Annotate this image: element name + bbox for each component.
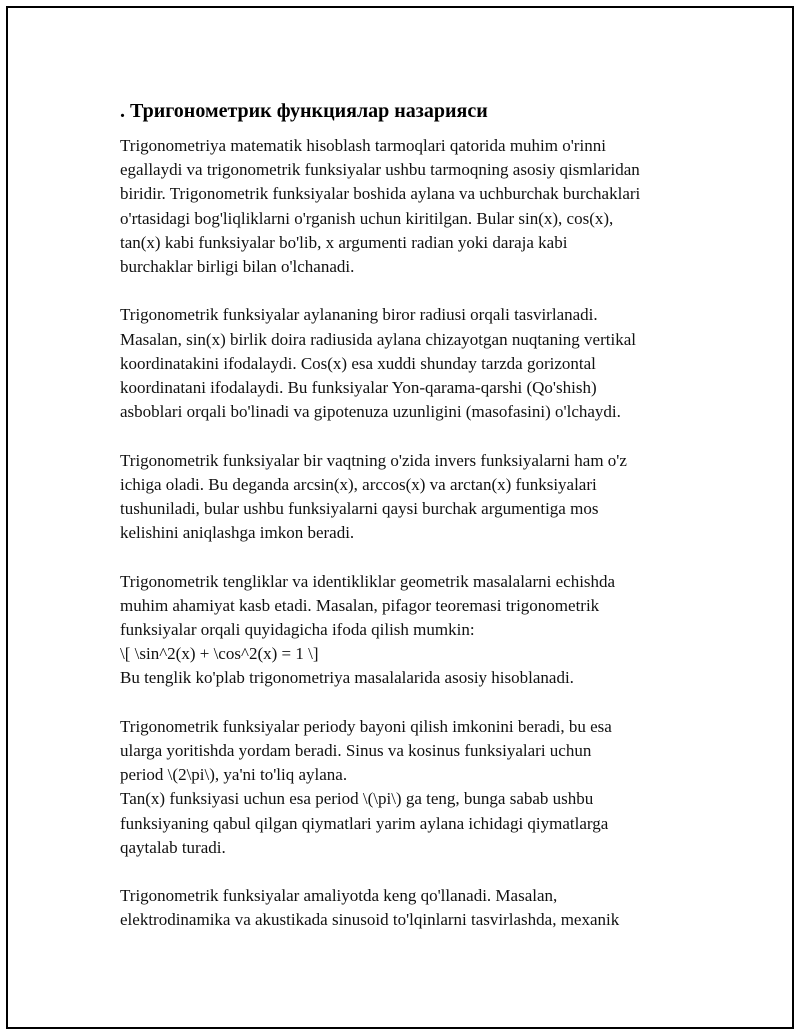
paragraph-periodicity <box>120 715 720 860</box>
text-line: ularga yoritishda yordam beradi. Sinus va kosinus funksiyalari uchun <box>120 741 592 761</box>
document-title: . Тригонометрик функциялар назарияси <box>120 100 488 122</box>
text-line: egallaydi va trigonometrik funksiyalar ushbu tarmoqning asosiy qismlaridan <box>120 160 640 180</box>
paragraph-inverse-functions <box>120 449 720 546</box>
text-line: biridir. Trigonometrik funksiyalar boshida aylana va uchburchak burchaklari <box>120 184 641 204</box>
text-line: Tan(x) funksiyasi uchun esa period \(\pi\) ga teng, bunga sabab ushbu <box>120 789 594 809</box>
text-line: asboblari orqali bo'linadi va gipotenuza uzunligini (masofasini) o'lchaydi. <box>120 402 621 422</box>
text-line: ichiga oladi. Bu deganda arcsin(x), arccos(x) va arctan(x) funksiyalari <box>120 474 597 494</box>
text-line: koordinatakini ifodalaydi. Cos(x) esa xuddi shunday tarzda gorizontal <box>120 353 596 373</box>
text-line: Masalan, sin(x) birlik doira radiusida aylana chizayotgan nuqtaning vertikal <box>120 329 636 349</box>
text-line: koordinatani ifodalaydi. Bu funksiyalar Yon-qarama-qarshi (Qo'shish) <box>120 378 597 398</box>
text-line: burchaklar birligi bilan o'lchanadi. <box>120 257 355 277</box>
text-line: qaytalab turadi. <box>120 837 226 857</box>
text-line: Trigonometrik funksiyalar aylananing biror radiusi orqali tasvirlanadi. <box>120 305 598 325</box>
document-body <box>120 97 720 957</box>
text-line: o'rtasidagi bog'liqliklarni o'rganish uchun kiritilgan. Bular sin(x), cos(x), <box>120 208 614 228</box>
text-line: funksiyalar orqali quyidagicha ifoda qilish mumkin: <box>120 620 475 640</box>
paragraph-applications <box>120 884 720 932</box>
formula-line: \[ \sin^2(x) + \cos^2(x) = 1 \] <box>120 644 319 664</box>
paragraph-intro <box>120 134 720 279</box>
text-line: Trigonometrik funksiyalar bir vaqtning o'zida invers funksiyalarni ham o'z <box>120 450 627 470</box>
text-line: muhim ahamiyat kasb etadi. Masalan, pifagor teoremasi trigonometrik <box>120 595 600 615</box>
text-line: Trigonometrik funksiyalar amaliyotda keng qo'llanadi. Masalan, <box>120 886 558 906</box>
text-line: Trigonometrik tengliklar va identikliklar geometrik masalalarni echishda <box>120 571 616 591</box>
text-line: Trigonometriya matematik hisoblash tarmoqlari qatorida muhim o'rinni <box>120 136 606 155</box>
text-line: tan(x) kabi funksiyalar bo'lib, x argumenti radian yoki daraja kabi <box>120 232 568 252</box>
text-line: elektrodinamika va akustikada sinusoid to'lqinlarni tasvirlashda, mexanik <box>120 910 620 930</box>
text-line: Trigonometrik funksiyalar periody bayoni qilish imkonini beradi, bu esa <box>120 716 612 736</box>
text-line: funksiyaning qabul qilgan qiymatlari yarim aylana ichidagi qiymatlarga <box>120 813 609 833</box>
text-line: Bu tenglik ko'plab trigonometriya masalalarida asosiy hisoblanadi. <box>120 668 574 688</box>
text-line: tushuniladi, bular ushbu funksiyalarni qaysi burchak argumentiga mos <box>120 499 599 519</box>
text-line: period \(2\pi\), ya'ni to'liq aylana. <box>120 765 348 785</box>
paragraph-unit-circle <box>120 303 720 424</box>
text-line: kelishini aniqlashga imkon beradi. <box>120 523 355 543</box>
page-frame <box>6 6 794 1029</box>
paragraph-identities <box>120 570 720 691</box>
